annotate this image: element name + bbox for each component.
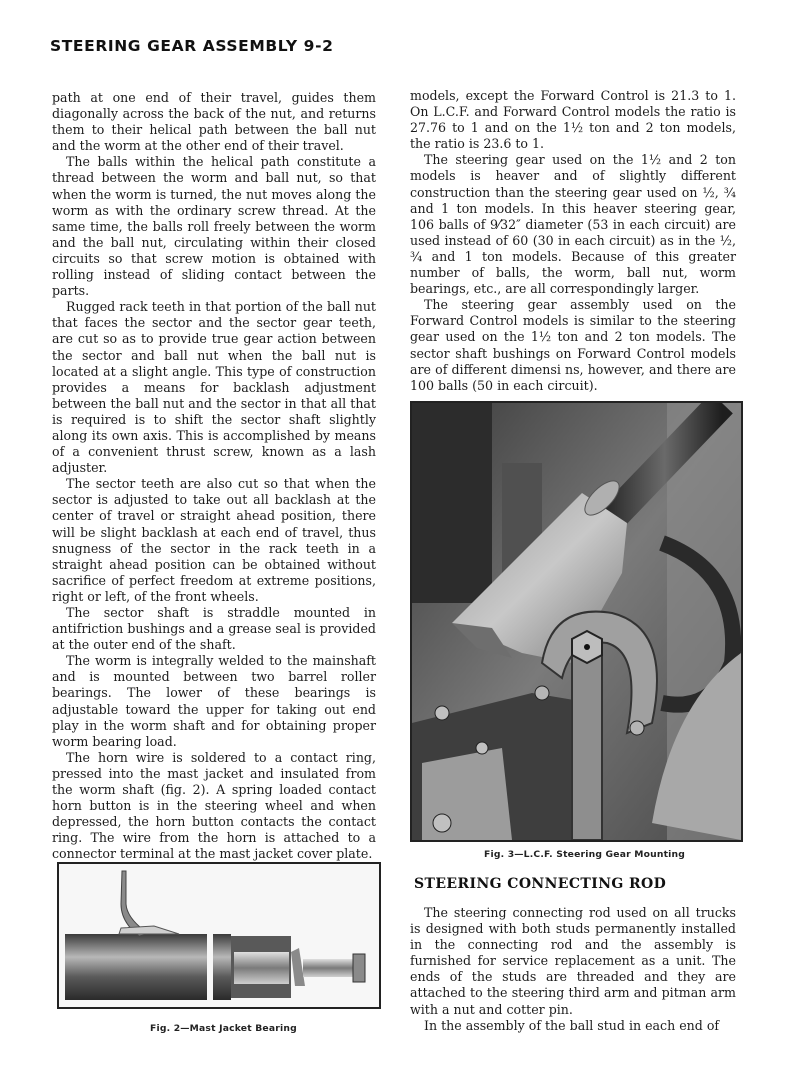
paragraph: The worm is integrally welded to the mainshaft and is mounted between two barrel roller bearings. The lower of these bearings is adjustable toward the upper for taking out end play in the worm shaft and for obtaining proper worm bearing load. <box>52 653 376 749</box>
paragraph: In the assembly of the ball stud in each end of <box>424 1017 720 1033</box>
figure-3-caption: Fig. 3—L.C.F. Steering Gear Mounting <box>484 849 686 860</box>
paragraph: The balls within the helical path constitute a thread between the worm and ball nut, so that when the worm is turned, the nut moves along the worm as with the ordinary screw thread. At the same time, the balls roll freely between the worm and the ball nut, circulating within their closed circuits so that screw motion is obtained with rolling instead of sliding contact between the parts. <box>52 154 376 299</box>
paragraph: The steering gear used on the 1½ and 2 ton models is heaver and of slightly different construction than the steering gear used on ½, ¾ and 1 ton models. In this heaver steering gear, 106 balls of 9⁄32″ diameter (53 in each circuit) are used instead of 60 (30 in each circuit) as in the ½, ¾ and 1 ton models. Because of this greater number of balls, the worm, ball nut, worm bearings, etc., are all correspondingly larger. <box>410 152 736 297</box>
paragraph: The steering connecting rod used on all trucks is designed with both studs permanently installed in the connecting rod and the assembly is furnished for service replacement as a unit. The ends of the studs are threaded and they are attached to the steering third arm and pitman arm with a nut and cotter pin. <box>410 905 736 1017</box>
paragraph: The sector shaft is straddle mounted in antifriction bushings and a grease seal is provided at the outer end of the shaft. <box>52 605 376 653</box>
mast-jacket-bearing-image <box>59 864 379 1007</box>
paragraph: The horn wire is soldered to a contact ring, pressed into the mast jacket and insulated from the worm shaft (fig. 2). A spring loaded contact horn button is in the steering wheel and when depressed, the horn button contacts the contact ring. The wire from the horn is attached to a connector terminal at the mast jacket cover plate. <box>52 749 376 862</box>
figure-2-caption: Fig. 2—Mast Jacket Bearing <box>150 1023 297 1034</box>
section-text <box>410 905 736 1034</box>
steering-gear-mounting-image <box>412 403 741 840</box>
paragraph: The sector teeth are also cut so that when the sector is adjusted to take out all backlash at the center of travel or straight ahead position, there will be slight backlash at each end of travel, thus snugness of the sector in the rack teeth in a straight ahead position can be obtained without sacrifice of perfect freedom at extreme positions, right or left, of the front wheels. <box>52 476 376 604</box>
paragraph: The steering gear assembly used on the Forward Control models is similar to the steering gear used on the 1½ ton and 2 ton models. The sector shaft bushings on Forward Control models are of different dimensi ns, however, and there are 100 balls (50 in each circuit). <box>410 297 736 393</box>
left-column-text <box>52 90 376 879</box>
paragraph: Rugged rack teeth in that portion of the ball nut that faces the sector and the sector gear teeth, are cut so as to provide true gear action between the sector and ball nut when the ball nut is located at a slight angle. This type of construction provides a means for backlash adjustment between the ball nut and the sector in that all that is required is to shift the sector shaft slightly along its own axis. This is accomplished by means of a convenient thrust screw, known as a lash adjuster. <box>52 299 376 476</box>
figure-2-photo <box>57 862 381 1009</box>
figure-3-photo <box>410 401 743 842</box>
right-column-text <box>410 88 736 394</box>
page-header: STEERING GEAR ASSEMBLY 9-2 <box>50 37 334 55</box>
paragraph: models, except the Forward Control is 21.3 to 1. On L.C.F. and Forward Control models the ratio is 27.76 to 1 and on the 1½ ton and 2 ton models, the ratio is 23.6 to 1. <box>410 88 736 152</box>
section-heading: STEERING CONNECTING ROD <box>414 876 667 892</box>
paragraph: path at one end of their travel, guides them diagonally across the back of the nut, and returns them to their helical path between the ball nut and the worm at the other end of their travel. <box>52 90 376 154</box>
